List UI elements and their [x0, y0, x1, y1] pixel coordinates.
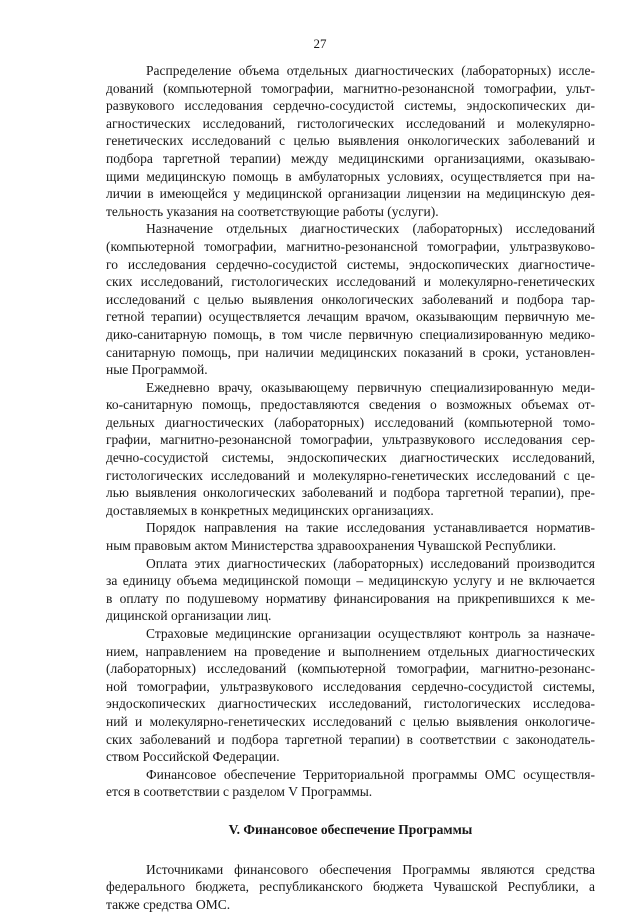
text-line: Оплата этих диагностических (лабораторных) исследований производится [146, 555, 595, 571]
text-line: тельность указания на соответствующие работы (услуги). [106, 203, 439, 219]
text-line: за единицу объема медицинской помощи – медицинскую услугу и не включается [106, 573, 595, 589]
text-line: Распределение объема отдельных диагностических (лабораторных) иссле- [146, 63, 595, 78]
text-line: ских заболеваний и подбора таргетной терапии) в соответствии с законодатель- [106, 731, 595, 747]
text-line: санитарную помощь, при наличии медицинских показаний в сроки, установлен- [106, 344, 595, 360]
text-line: лью выявления онкологических заболеваний и подбора таргетной терапии), пре- [106, 485, 595, 501]
text-line: ских исследований, гистологических исследований и молекулярно-генетических [106, 274, 595, 290]
paragraph [106, 62, 595, 220]
paragraph [106, 861, 595, 913]
text-line: Страховые медицинские организации осуществляют контроль за назначе- [146, 626, 595, 641]
paragraph [106, 555, 595, 625]
text-line: Источниками финансового обеспечения Программы являются средства [146, 861, 595, 877]
text-line: развукового исследования сердечно-сосудистой системы, эндоскопических ди- [106, 98, 595, 114]
text-line: ний и молекулярно-генетических исследований с целью выявления онкологиче- [106, 713, 595, 729]
text-column [106, 62, 595, 913]
text-line: дечно-сосудистой системы, эндоскопических диагностических исследований, [106, 450, 595, 466]
text-line: агностических исследований, гистологических исследований и молекулярно- [106, 115, 595, 131]
text-line: ством Российской Федерации. [106, 749, 280, 765]
text-line: федерального бюджета, республиканского бюджета Чувашской Республики, а [106, 879, 595, 895]
paragraph [106, 519, 595, 554]
text-line: подбора таргетной терапии) между медицинскими организациями, оказываю- [106, 150, 595, 166]
text-line: дицинской организации лиц. [106, 608, 272, 624]
text-line: дельных диагностических (лабораторных) исследований (компьютерной томо- [106, 414, 595, 430]
text-line: также средства ОМС. [106, 896, 231, 912]
text-line: личии в имеющейся у медицинской организации лицензии на медицинскую дея- [106, 186, 595, 202]
text-line: нием, направлением на проведение и выполнением отдельных диагностических [106, 643, 595, 659]
text-line: ным правовым актом Министерства здравоохранения Чувашской Республики. [106, 538, 557, 554]
text-line: доставляемых в конкретных медицинских организациях. [106, 502, 434, 518]
text-line: дико-санитарную помощь, в том числе первичную специализированную медико- [106, 326, 595, 342]
text-line: ные Программой. [106, 362, 208, 378]
text-line: Финансовое обеспечение Территориальной программы ОМС осуществля- [146, 766, 595, 782]
text-line: гистологических исследований и молекулярно-генетических исследований с це- [106, 467, 595, 483]
text-line: ной томографии, ультразвукового исследования сердечно-сосудистой системы, [106, 678, 595, 694]
paragraph [106, 766, 595, 801]
text-line: (компьютерной томографии, магнитно-резонансной томографии, ультразвуково- [106, 238, 595, 254]
text-line: исследований с целью выявления онкологических заболеваний и подбора тар- [106, 291, 595, 307]
paragraph [106, 625, 595, 766]
closing-paragraphs [106, 861, 595, 913]
text-line: ется в соответствии с разделом V Программы. [106, 784, 373, 800]
text-line: (лабораторных) исследований (компьютерной томографии, магнитно-резонанс- [106, 661, 595, 677]
text-line: Назначение отдельных диагностических (лабораторных) исследований [146, 221, 595, 237]
section-heading: V. Финансовое обеспечение Программы [228, 821, 473, 837]
text-line: графии, магнитно-резонансной томографии, ультразвукового исследования сер- [106, 432, 595, 448]
body-paragraphs [106, 62, 595, 801]
text-line: ко-санитарную помощь, предоставляются сведения о возможных объемах от- [106, 397, 595, 413]
text-line: дований (компьютерной томографии, магнитно-резонансной томографии, ульт- [106, 80, 595, 96]
text-line: эндоскопических диагностических исследований, гистологических исследова- [106, 696, 595, 712]
text-line: Порядок направления на такие исследования устанавливается норматив- [146, 520, 595, 536]
paragraph [106, 220, 595, 378]
text-line: Ежедневно врачу, оказывающему первичную специализированную меди- [146, 379, 595, 395]
text-line: щими медицинскую помощь в амбулаторных условиях, осуществляется при на- [106, 168, 595, 184]
text-line: генетических исследований с целью выявления онкологических заболеваний и [106, 133, 595, 149]
text-line: го исследования сердечно-сосудистой системы, эндоскопических диагностиче- [106, 256, 595, 272]
page-number: 27 [313, 36, 327, 51]
text-line: гетной терапии) осуществляется лечащим врачом, оказывающим первичную ме- [106, 309, 595, 325]
paragraph [106, 379, 595, 520]
text-line: в оплату по подушевому нормативу финансирования на прикрепившихся к ме- [106, 590, 595, 606]
